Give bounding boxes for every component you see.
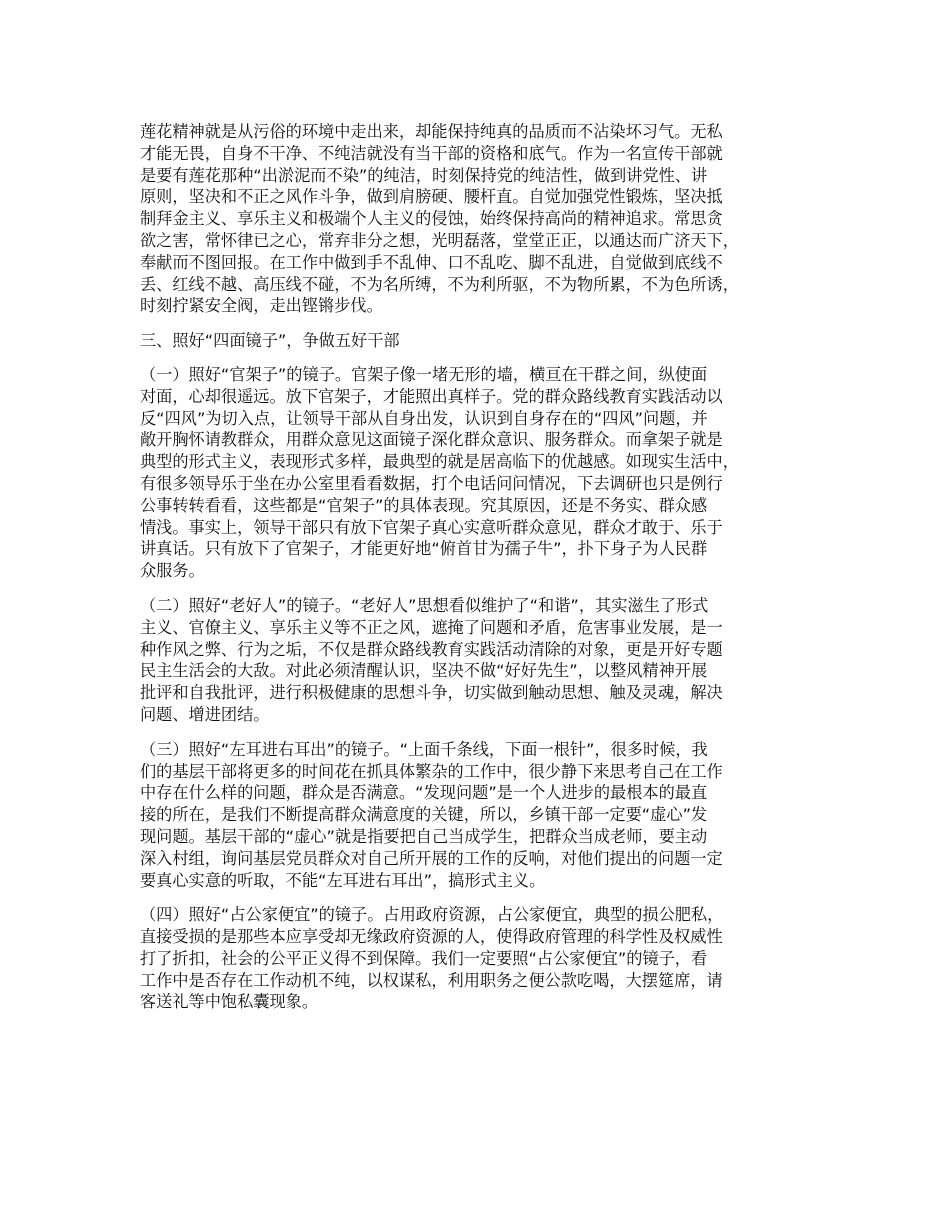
text-line: （四）照好“占公家便宜”的镜子。占用政府资源，占公家便宜，典型的损公肥私， bbox=[140, 905, 724, 925]
text-line: 莲花精神就是从污俗的环境中走出来，却能保持纯真的品质而不沾染坏习气。无私 bbox=[140, 122, 723, 141]
text-line: 讲真话。只有放下了官架子，才能更好地“俯首甘为孺子牛”，扑下身子为人民群 bbox=[140, 539, 708, 559]
text-line: 要真心实意的听取，不能“左耳进右耳出”，搞形式主义。 bbox=[140, 870, 546, 890]
text-line: （三）照好“左耳进右耳出”的镜子。“上面千条线，下面一根针”，很多时候，我 bbox=[140, 739, 708, 759]
paragraph-mirror-three bbox=[140, 739, 830, 892]
text-line: 中存在什么样的问题，群众是否满意。“发现问题”是一个人进步的最根本的最直 bbox=[140, 783, 708, 803]
text-line: （一）照好“官架子”的镜子。官架子像一堵无形的墙，横亘在干群之间，纵使面 bbox=[140, 364, 708, 384]
document-body bbox=[140, 121, 830, 1026]
text-line: 敞开胸怀请教群众，用群众意见这面镜子深化群众意识、服务群众。而拿架子就是 bbox=[140, 430, 723, 450]
text-line: 接的所在，是我们不断提高群众满意度的关键，所以，乡镇干部一定要“虚心”发 bbox=[140, 805, 708, 825]
text-line: 情浅。事实上，领导干部只有放下官架子真心实意听群众意见，群众才敢于、乐于 bbox=[140, 517, 723, 537]
text-line: 深入村组，询问基层党员群众对自己所开展的工作的反响，对他们提出的问题一定 bbox=[140, 848, 723, 868]
text-line: 批评和自我批评，进行积极健康的思想斗争，切实做到触动思想、触及灵魂，解决 bbox=[140, 683, 723, 703]
text-line: 欲之害，常怀律已之心，常弃非分之想，光明磊落，堂堂正正，以通达而广济天下， bbox=[140, 230, 739, 250]
text-line: （二）照好“老好人”的镜子。“老好人”思想看似维护了“和谐”，其实滋生了形式 bbox=[140, 595, 709, 615]
text-line: 典型的形式主义，表现形式多样，最典型的就是居高临下的优越感。如现实生活中， bbox=[140, 452, 739, 472]
text-line: 有很多领导乐于坐在办公室里看看数据，打个电话问问情况，下去调研也只是例行 bbox=[140, 473, 723, 493]
text-line: 丢、红线不越、高压线不碰，不为名所缚，不为利所驱，不为物所累，不为色所诱， bbox=[140, 274, 739, 294]
text-line: 反“四风”为切入点，让领导干部从自身出发，认识到自身存在的“四风”问题，并 bbox=[140, 408, 708, 428]
text-line: 客送礼等中饱私囊现象。 bbox=[140, 992, 319, 1012]
text-line: 制拜金主义、享乐主义和极端个人主义的侵蚀，始终保持高尚的精神追求。常思贪 bbox=[140, 209, 723, 229]
text-line: 奉献而不图回报。在工作中做到手不乱伸、口不乱吃、脚不乱进，自觉做到底线不 bbox=[140, 252, 723, 272]
text-line: 们的基层干部将更多的时间花在抓具体繁杂的工作中，很少静下来思考自己在工作 bbox=[140, 761, 723, 781]
paragraph-mirror-one bbox=[140, 364, 830, 582]
text-line: 对面，心却很遥远。放下官架子，才能照出真样子。党的群众路线教育实践活动以 bbox=[140, 386, 723, 406]
heading-text: 三、照好“四面镜子”，争做五好干部 bbox=[140, 331, 400, 351]
text-line: 问题、增进团结。 bbox=[140, 704, 270, 724]
text-line: 种作风之弊、行为之垢，不仅是群众路线教育实践活动清除的对象，更是开好专题 bbox=[140, 639, 723, 659]
text-line: 公事转转看看，这些都是“官架子”的具体表现。究其原因，还是不务实、群众感 bbox=[140, 495, 708, 515]
text-line: 时刻拧紧安全阀，走出铿锵步伐。 bbox=[140, 296, 383, 316]
paragraph-lotus-spirit bbox=[140, 121, 830, 317]
paragraph-mirror-two bbox=[140, 595, 830, 726]
text-line: 是要有莲花那种“出淤泥而不染”的纯洁，时刻保持党的纯洁性，做到讲党性、讲 bbox=[140, 165, 708, 185]
paragraph-mirror-four bbox=[140, 904, 830, 1013]
text-line: 众服务。 bbox=[140, 561, 205, 581]
text-line: 主义、官僚主义、享乐主义等不正之风，遮掩了问题和矛盾，危害事业发展，是一 bbox=[140, 617, 723, 637]
text-line: 才能无畏，自身不干净、不纯洁就没有当干部的资格和底气。作为一名宣传干部就 bbox=[140, 143, 723, 163]
text-line: 原则，坚决和不正之风作斗争，做到肩膀硬、腰杆直。自觉加强党性锻炼，坚决抵 bbox=[140, 187, 723, 207]
text-line: 打了折扣，社会的公平正义得不到保障。我们一定要照“占公家便宜”的镜子，看 bbox=[140, 948, 708, 968]
text-line: 工作中是否存在工作动机不纯，以权谋私，利用职务之便公款吃喝，大摆筵席，请 bbox=[140, 970, 723, 990]
text-line: 现问题。基层干部的“虚心”就是指要把自己当成学生，把群众当成老师，要主动 bbox=[140, 826, 708, 846]
section-heading bbox=[140, 330, 830, 352]
text-line: 直接受损的是那些本应享受却无缘政府资源的人，使得政府管理的科学性及权威性 bbox=[140, 927, 723, 947]
text-line: 民主生活会的大敌。对此必须清醒认识，坚决不做“好好先生”，以整风精神开展 bbox=[140, 661, 708, 681]
